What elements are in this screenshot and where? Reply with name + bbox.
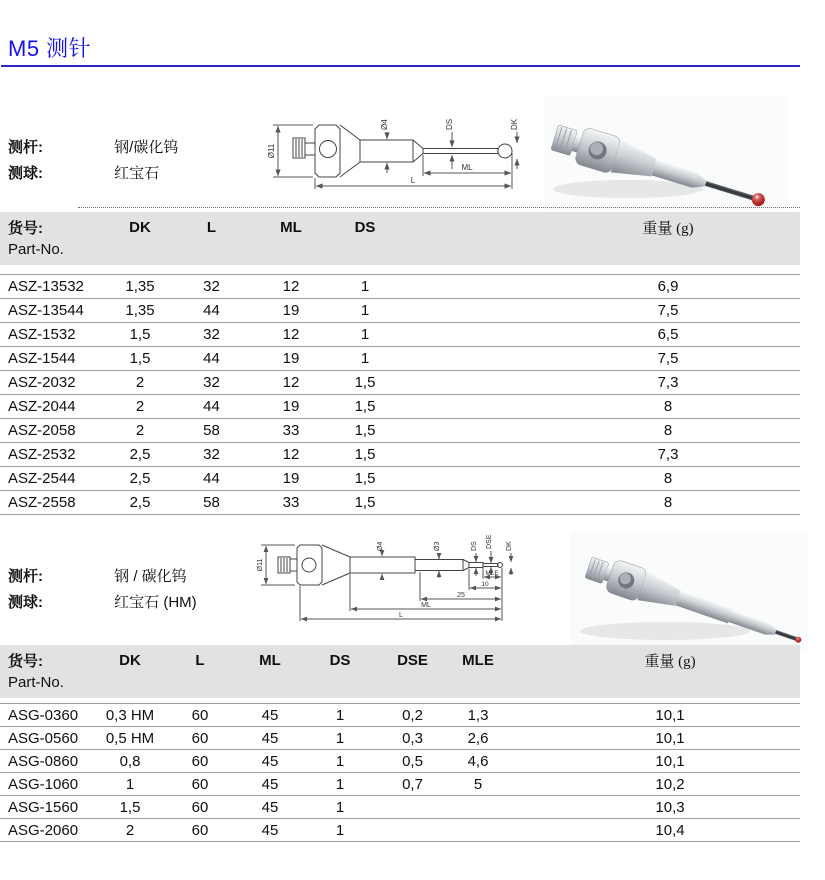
dim-cell: 19 (282, 302, 300, 319)
dim-cell: 12 (282, 326, 300, 343)
drawing1-dimensions (273, 125, 517, 189)
weight-cell: 8 (663, 422, 673, 439)
dim-cell: 1 (335, 775, 345, 793)
dim-cell: 5 (473, 775, 483, 793)
dim-cell: 19 (282, 470, 300, 487)
spec-row-shaft-1 (8, 139, 178, 157)
dim-cell: 2 (135, 422, 145, 439)
dim-cell: 32 (203, 326, 220, 343)
spec-label-shaft-2: 测杆: (8, 568, 43, 585)
table1-header (0, 212, 800, 265)
dim-cell: 19 (282, 350, 300, 367)
dim-cell: 0,7 (402, 775, 423, 793)
table-row (0, 323, 800, 347)
dim-cell: 1 (360, 302, 370, 319)
part-number-cell: ASZ-2058 (8, 422, 76, 439)
part-number-cell: ASZ-2558 (8, 494, 76, 511)
dim-cell: 1 (360, 278, 370, 295)
spec-row-ball-1 (8, 165, 159, 183)
weight-cell: 7,5 (657, 302, 679, 319)
dim-cell: 2 (135, 398, 145, 415)
table-row (0, 467, 800, 491)
dim-cell: 44 (203, 470, 220, 487)
table-row (0, 796, 800, 819)
dim-cell: 33 (282, 422, 300, 439)
dim-cell: 1,5 (354, 494, 376, 511)
dim-label-ml: ML (461, 163, 473, 172)
col-header-weight-2: 重量 (g) (644, 654, 696, 670)
table-row (0, 750, 800, 773)
table-row (0, 347, 800, 371)
weight-cell: 8 (663, 398, 673, 415)
table-row (0, 727, 800, 750)
dim-cell: 1 (360, 326, 370, 343)
dim-cell: 32 (203, 446, 220, 463)
table-row (0, 704, 800, 727)
dim-cell: 45 (261, 821, 279, 839)
dim-cell: 44 (203, 350, 220, 367)
stylus-photo-2 (570, 531, 808, 651)
col-header-ds-2: DS (329, 652, 351, 669)
table-row (0, 491, 800, 515)
dim-cell: 2 (135, 374, 145, 391)
part-number-cell: ASG-0560 (8, 729, 79, 747)
page-title: M5 测针 (8, 36, 92, 61)
dim-cell: 45 (261, 729, 279, 747)
dim-label-10: 10 (481, 581, 489, 588)
dim-cell: 45 (261, 775, 279, 793)
dim-cell: 1,5 (354, 470, 376, 487)
part-number-cell: ASZ-2544 (8, 470, 76, 487)
dim-cell: 0,3 (402, 729, 423, 747)
dim-cell: 60 (191, 752, 209, 770)
dim-label-dk: DK (510, 118, 519, 130)
dim-cell: 58 (203, 422, 220, 439)
dim-cell: 12 (282, 446, 300, 463)
col-header-l-2: L (195, 652, 205, 669)
spec-value-ball: 红宝石 (114, 165, 160, 182)
dim-cell: 45 (261, 706, 279, 724)
stylus-photo-1 (543, 97, 788, 210)
dim-label-d4-2: Ø4 (377, 541, 384, 551)
title-underline (1, 65, 800, 67)
dim-cell: 60 (191, 798, 209, 816)
dim-label-ds-2: DS (471, 541, 478, 551)
dim-label-d11-2: Ø11 (257, 558, 264, 572)
dim-cell: 2 (125, 821, 135, 839)
dim-cell: 1,5 (354, 422, 376, 439)
dim-label-d4: Ø4 (380, 119, 389, 130)
weight-cell: 10,1 (655, 729, 685, 747)
col-header-mle-2: MLE (462, 652, 494, 669)
dim-cell: 1,5 (129, 326, 151, 343)
figure-divider (78, 207, 800, 208)
spec-value-shaft: 钢/碳化钨 (114, 139, 179, 156)
part-number-cell: ASZ-2032 (8, 374, 76, 391)
spec-row-shaft-2 (8, 568, 187, 586)
col-header-dk-2: DK (119, 652, 141, 669)
col-header-weight: 重量 (g) (642, 221, 694, 237)
table-row (0, 371, 800, 395)
dim-cell: 0,8 (119, 752, 141, 770)
dim-cell: 12 (282, 278, 300, 295)
dim-cell: 1,35 (125, 302, 155, 319)
spec-label-ball-2: 测球: (8, 594, 43, 611)
part-number-cell: ASZ-1544 (8, 350, 76, 367)
weight-cell: 7,3 (657, 446, 679, 463)
part-number-cell: ASZ-13544 (8, 302, 84, 319)
dim-cell: 1 (360, 350, 370, 367)
spec-value-shaft-2: 钢 / 碳化钨 (114, 568, 187, 585)
col-header-part-no-2: 货号: (8, 653, 43, 670)
part-number-cell: ASG-1060 (8, 775, 79, 793)
weight-cell: 7,3 (657, 374, 679, 391)
dim-cell: 1,35 (125, 278, 155, 295)
table-row (0, 275, 800, 299)
dim-cell: 0,2 (402, 706, 423, 724)
part-number-cell: ASZ-1532 (8, 326, 76, 343)
col-header-ds: DS (354, 219, 376, 236)
col-header-part-no-sub: Part-No. (8, 241, 64, 258)
dim-cell: 2,5 (129, 446, 151, 463)
part-number-cell: ASG-2060 (8, 821, 79, 839)
table-row (0, 773, 800, 796)
table-row (0, 299, 800, 323)
dim-cell: 2,5 (129, 494, 151, 511)
dim-cell: 0,5 (402, 752, 423, 770)
dim-label-d3-2: Ø3 (434, 541, 441, 551)
table2-header (0, 645, 800, 698)
dim-cell: 0,3 HM (105, 706, 155, 724)
dim-cell: 44 (203, 302, 220, 319)
table-row (0, 443, 800, 467)
weight-cell: 6,9 (657, 278, 679, 295)
dim-cell: 1,3 (467, 706, 489, 724)
table-row (0, 419, 800, 443)
table-row (0, 819, 800, 842)
dim-cell: 32 (203, 278, 220, 295)
dim-cell: 1 (125, 775, 135, 793)
dim-cell: 1,5 (354, 446, 376, 463)
dim-cell: 1 (335, 752, 345, 770)
technical-drawing-stylus-2 (253, 528, 533, 623)
spec-row-ball-2 (8, 594, 197, 612)
dim-cell: 1 (335, 798, 345, 816)
dim-cell: 2,5 (129, 470, 151, 487)
dim-cell: 58 (203, 494, 220, 511)
dim-cell: 1,5 (354, 374, 376, 391)
dim-cell: 19 (282, 398, 300, 415)
spec-label-shaft: 测杆: (8, 139, 43, 156)
dim-label-ds: DS (445, 118, 454, 130)
part-number-cell: ASZ-2044 (8, 398, 76, 415)
technical-drawing-stylus-1 (253, 103, 568, 203)
dim-cell: 1 (335, 821, 345, 839)
dim-cell: 0,5 HM (105, 729, 155, 747)
dim-label-l: L (410, 176, 416, 185)
weight-cell: 8 (663, 494, 673, 511)
weight-cell: 10,4 (655, 821, 685, 839)
dim-cell: 1,5 (129, 350, 151, 367)
dim-label-dse-2: DSE (486, 534, 493, 549)
dim-label-l-2: L (399, 612, 403, 619)
part-number-cell: ASZ-2532 (8, 446, 76, 463)
dim-cell: 4,6 (467, 752, 489, 770)
table-row (0, 395, 800, 419)
part-number-cell: ASG-1560 (8, 798, 79, 816)
dim-label-25: 25 (457, 592, 465, 599)
table1-body (0, 274, 800, 515)
spec-value-ball-2: 红宝石 (HM) (114, 594, 197, 611)
dim-cell: 60 (191, 821, 209, 839)
dim-cell: 12 (282, 374, 300, 391)
part-number-cell: ASG-0360 (8, 706, 79, 724)
dim-cell: 60 (191, 729, 209, 747)
col-header-part-no-sub-2: Part-No. (8, 674, 64, 691)
spec-label-ball: 测球: (8, 165, 43, 182)
dim-cell: 32 (203, 374, 220, 391)
part-number-cell: ASZ-13532 (8, 278, 84, 295)
dim-cell: 1,5 (354, 398, 376, 415)
dim-cell: 45 (261, 798, 279, 816)
weight-cell: 7,5 (657, 350, 679, 367)
dim-label-ml-2: ML (421, 602, 431, 609)
drawing1-stylus-outline (293, 125, 512, 177)
part-number-cell: ASG-0860 (8, 752, 79, 770)
dim-cell: 45 (261, 752, 279, 770)
dim-cell: 1 (335, 729, 345, 747)
col-header-ml-2: ML (259, 652, 281, 669)
dim-label-dk-2: DK (506, 541, 513, 551)
dim-label-d11: Ø11 (267, 143, 276, 159)
col-header-dk: DK (129, 219, 151, 236)
weight-cell: 6,5 (657, 326, 679, 343)
weight-cell: 10,2 (655, 775, 685, 793)
weight-cell: 10,1 (655, 752, 685, 770)
weight-cell: 10,1 (655, 706, 685, 724)
dim-cell: 1,5 (119, 798, 141, 816)
dim-cell: 2,6 (467, 729, 489, 747)
weight-cell: 8 (663, 470, 673, 487)
dim-label-mle: MLE (485, 570, 499, 577)
dim-cell: 1 (335, 706, 345, 724)
photo2-shadow (580, 622, 750, 640)
col-header-l: L (206, 219, 217, 236)
dim-cell: 60 (191, 775, 209, 793)
table2-body (0, 703, 800, 842)
weight-cell: 10,3 (655, 798, 685, 816)
dim-cell: 60 (191, 706, 209, 724)
col-header-dse-2: DSE (397, 652, 428, 669)
col-header-ml: ML (280, 219, 302, 236)
dim-cell: 33 (282, 494, 300, 511)
dim-cell: 44 (203, 398, 220, 415)
col-header-part-no: 货号: (8, 220, 43, 237)
